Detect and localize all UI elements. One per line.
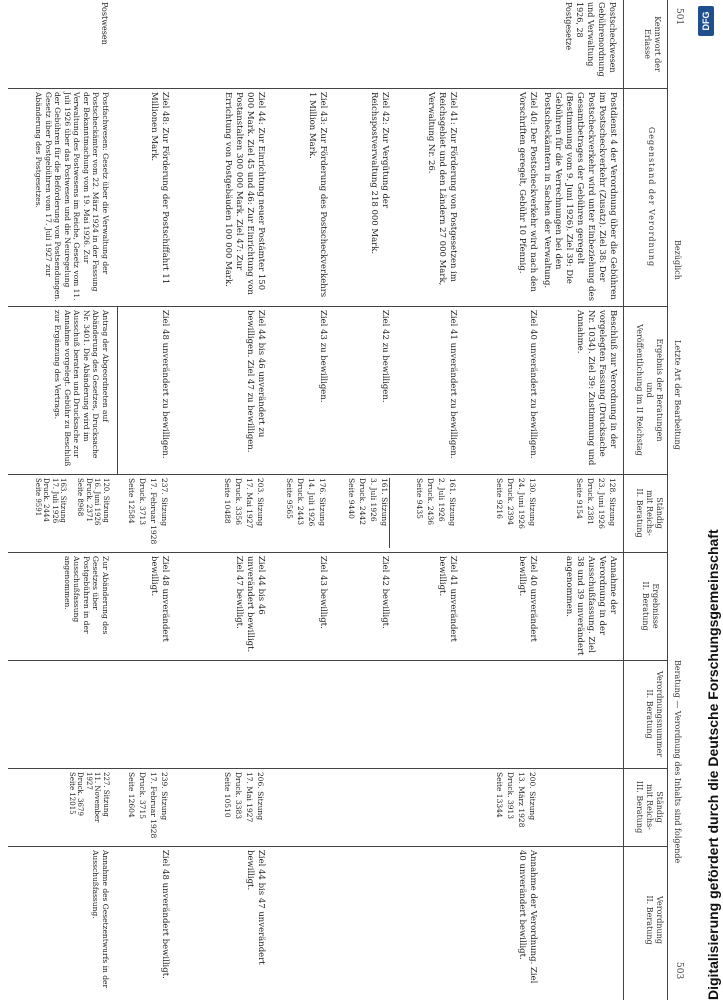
row-gegenstand: Ziel 43: Zur Förderung des Postscheckverkehrs 1 Million Mark.: [307, 92, 328, 298]
row-ergebnis: Ziel 42 zu bewilligen.: [380, 310, 390, 403]
header-verordnung-iii: Verordnung II. Beratung: [645, 895, 664, 945]
header-staendig-ii: Ständig mit Reichs- II. Beratung: [635, 488, 664, 538]
row-ergebnis-ii: Ziel 44 bis 46 unverändert bewilligt. Ziel 47 bewilligt.: [234, 556, 266, 653]
row-verordnung-iii: Ziel 48 unverändert bewilligt.: [160, 850, 170, 979]
header-ergebnisse-ii: Ergebnisse II. Beratung: [641, 581, 660, 631]
row-gegenstand: Ziel 48: Zur Förderung der Postschiffahrt 11 Millionen Mark.: [149, 92, 170, 285]
row-staendig-ii: 130. Sitzung 24. Juni 1926 Druck. 2394 Seite 9216: [495, 478, 537, 529]
digitization-note: Digitalisierung gefördert durch die Deutsche Forschungsgemeinschaft: [705, 529, 721, 1000]
row-verordnung-iii: Ziel 44 bis 47 unverändert bewilligt.: [245, 850, 266, 965]
row-ergebnis-ii: Ziel 42 bewilligt.: [380, 556, 390, 629]
row-staendig-ii: 161. Sitzung 3. Juli 1926 Druck. 2442 Seite 9440: [347, 478, 389, 527]
row-ergebnis: Beschluß zur Verordnung in der vorgelegten Fassung (Drucksache Nr. 1034). Ziel 39: Zustimmung und Annahme.: [575, 310, 618, 466]
header-ergebnis: Ergebnis der Beratungen und Veröffentlichung im II Reichstag: [635, 324, 664, 456]
row-ergebnis: Antrag der Abgeordneten auf Abänderung des Gesetzes, Drucksache Nr. 3401. Die Abänderung wird im Ausschuß beraten und Drucksache zur Annahme vorgelegt. Gebühr zu Beschluß zur Ergänzung des Vertrags.: [53, 310, 110, 467]
row-ergebnis-ii: Zur Abänderung des Gesetzes über Postgebühren in der Ausschußfassung angenommen.: [63, 556, 110, 635]
row-gegenstand: Ziel 42: Zur Vergütung der Reichspostverwaltung 218 000 Mark.: [369, 92, 390, 255]
row-staendig-iii: 239. Sitzung 17. Februar 1928 Druck. 3715 Seite 12604: [127, 772, 169, 839]
row-ergebnis-ii: Annahme der Verordnung in der Ausschußfassung. Ziel 38 und 39 unverändert angenommen.: [564, 556, 618, 656]
col-rule-4: [8, 552, 668, 553]
header-gegenstand: Gegenstand der Verordnung: [647, 126, 656, 268]
row-ergebnis-ii: Ziel 40 unverändert bewilligt.: [517, 556, 538, 642]
row-separator: [389, 478, 390, 548]
row-staendig-ii: 128. Sitzung 23. Juni 1926 Druck. 2381 Seite 9154: [575, 478, 617, 529]
row-gegenstand: Ziel 40: Der Postscheckverkehr wird nach den Vorschriften geregelt, Gebühr 10 Pfennig.: [517, 92, 538, 292]
top-rule: [667, 0, 668, 1000]
header-letzte-art: Letzte Art der Bearbeitung: [673, 340, 682, 450]
row-gegenstand: Postfachwesen: Gesetz über die Verwaltung der Postscheckämter vom 22. März 1924 in der Fassung der Bekanntmachung vom 19. Mai 1926. Zur Verwaltung des Postwesens im Reiche, Gesetz vom 11. Juli 1926 über das Postwesen und die Neuregelung der Gebühren für die Beförderung von Postsendungen. Gesetz über Postgebühren vom 17. Juli 1927 zur Abänderung des Postgesetzes.: [34, 92, 110, 302]
row-staendig-ii: 203. Sitzung 17. Mai 1927 Druck. 3356 Seite 10488: [223, 478, 265, 529]
row-staendig-iii: 200. Sitzung 13. März 1928 Druck. 3913 Seite 13344: [495, 772, 537, 828]
row-ergebnis-ii: Ziel 41 unverändert bewilligt.: [437, 556, 458, 642]
header-beratung-top: Beratung — Verordnung des Inhalts sind folgende: [673, 660, 682, 864]
dfg-logo: DFG: [698, 6, 714, 36]
row-ergebnis: Ziel 40 unverändert zu bewilligen.: [528, 310, 538, 459]
row-separator: [117, 306, 118, 474]
row-kennwort: Postwesen: [100, 2, 109, 45]
header-rule: [623, 0, 624, 1000]
row-ergebnis: Ziel 43 zu bewilligen.: [318, 310, 328, 403]
col-rule-6: [8, 768, 668, 769]
row-gegenstand: Postdienst 4 der Verordnung über die Gebühren im Postscheckverkehr (Zusatz). Ziel 38: Der Postscheckverkehr wird unter Einbeziehung des Gesamtbetrages der Gebühren geregelt (Bestimmung vom 9. Juni 1926). Ziel 39: Die Gebühren für die Verrechnungen bei den Postscheckämtern in Sachen der Verwaltung.: [542, 92, 618, 301]
col-rule-2: [8, 306, 668, 307]
col-rule-1: [8, 88, 668, 89]
row-ergebnis-ii: Ziel 48 unverändert bewilligt.: [149, 556, 170, 642]
row-staendig-ii: 161. Sitzung 2. Juli 1926 Druck. 2436 Seite 9435: [415, 478, 457, 527]
header-bezueglich: Bezüglich: [673, 240, 682, 280]
row-verordnung-iii: Annahme des Gesetzentwurfs in der Ausschußfassung.: [91, 850, 110, 989]
header-verordnungsnummer: Verordnungsnummer II. Beratung: [645, 670, 664, 758]
row-gegenstand: Ziel 41: Zur Förderung von Postgesetzen im Reichsgebiet und den Ländern 27 000 Mark, Verwaltung Nr. 26.: [426, 92, 458, 286]
col-rule-3: [8, 474, 668, 475]
row-kennwort: Postscheckwesen Gebührenordnung und Verwaltung 1926, 28 Postgesetze: [564, 2, 617, 77]
col-rule-5: [8, 660, 668, 661]
row-staendig-ii: 176. Sitzung 14. Juli 1926 Druck. 2443 Seite 9565: [285, 478, 327, 527]
row-verordnung-iii: Annahme der Verordnung. Ziel 40 unverändert bewilligt.: [517, 850, 538, 984]
row-ergebnis-ii: Ziel 43 bewilligt.: [318, 556, 328, 629]
row-staendig-iii: 206. Sitzung 17. Mai 1927 Druck. 3383 Seite 10510: [223, 772, 265, 823]
row-staendig-iii: 227. Sitzung 11. November 1927 Druck. 3679 Seite 12015: [68, 772, 110, 823]
right-page-number: 503: [674, 962, 684, 980]
row-ergebnis: Ziel 41 unverändert zu bewilligen.: [448, 310, 458, 459]
row-staendig-ii: 237. Sitzung 17. Februar 1928 Druck. 3713 Seite 12584: [127, 478, 169, 545]
col-rule-7: [8, 846, 668, 847]
left-page-number: 501: [674, 8, 684, 26]
row-ergebnis: Ziel 48 unverändert zu bewilligen.: [160, 310, 170, 459]
header-kennwort: Kennwort der Erlasse: [643, 16, 662, 72]
row-staendig-ii: 120. Sitzung 16. Juni 1926 Druck. 2371 Seite 8968 163. Sitzung 17. Juli 1926 Druck. 2444 Seite 9591: [34, 478, 110, 526]
header-staendig-iii: Ständig mit Reichs- III. Beratung: [635, 780, 664, 834]
row-ergebnis: Ziel 44 bis 46 unverändert zu bewilligen. Ziel 47 zu bewilligen.: [245, 310, 266, 453]
row-gegenstand: Ziel 44: Zur Einrichtung neuer Postämter 150 000 Mark. Ziel 45 und 46: Zur Einrichtung von Postanstalten 300 000 Mark. Ziel 47: Zur Errichtung von Postgebäuden 100 000 Mark.: [223, 92, 266, 295]
